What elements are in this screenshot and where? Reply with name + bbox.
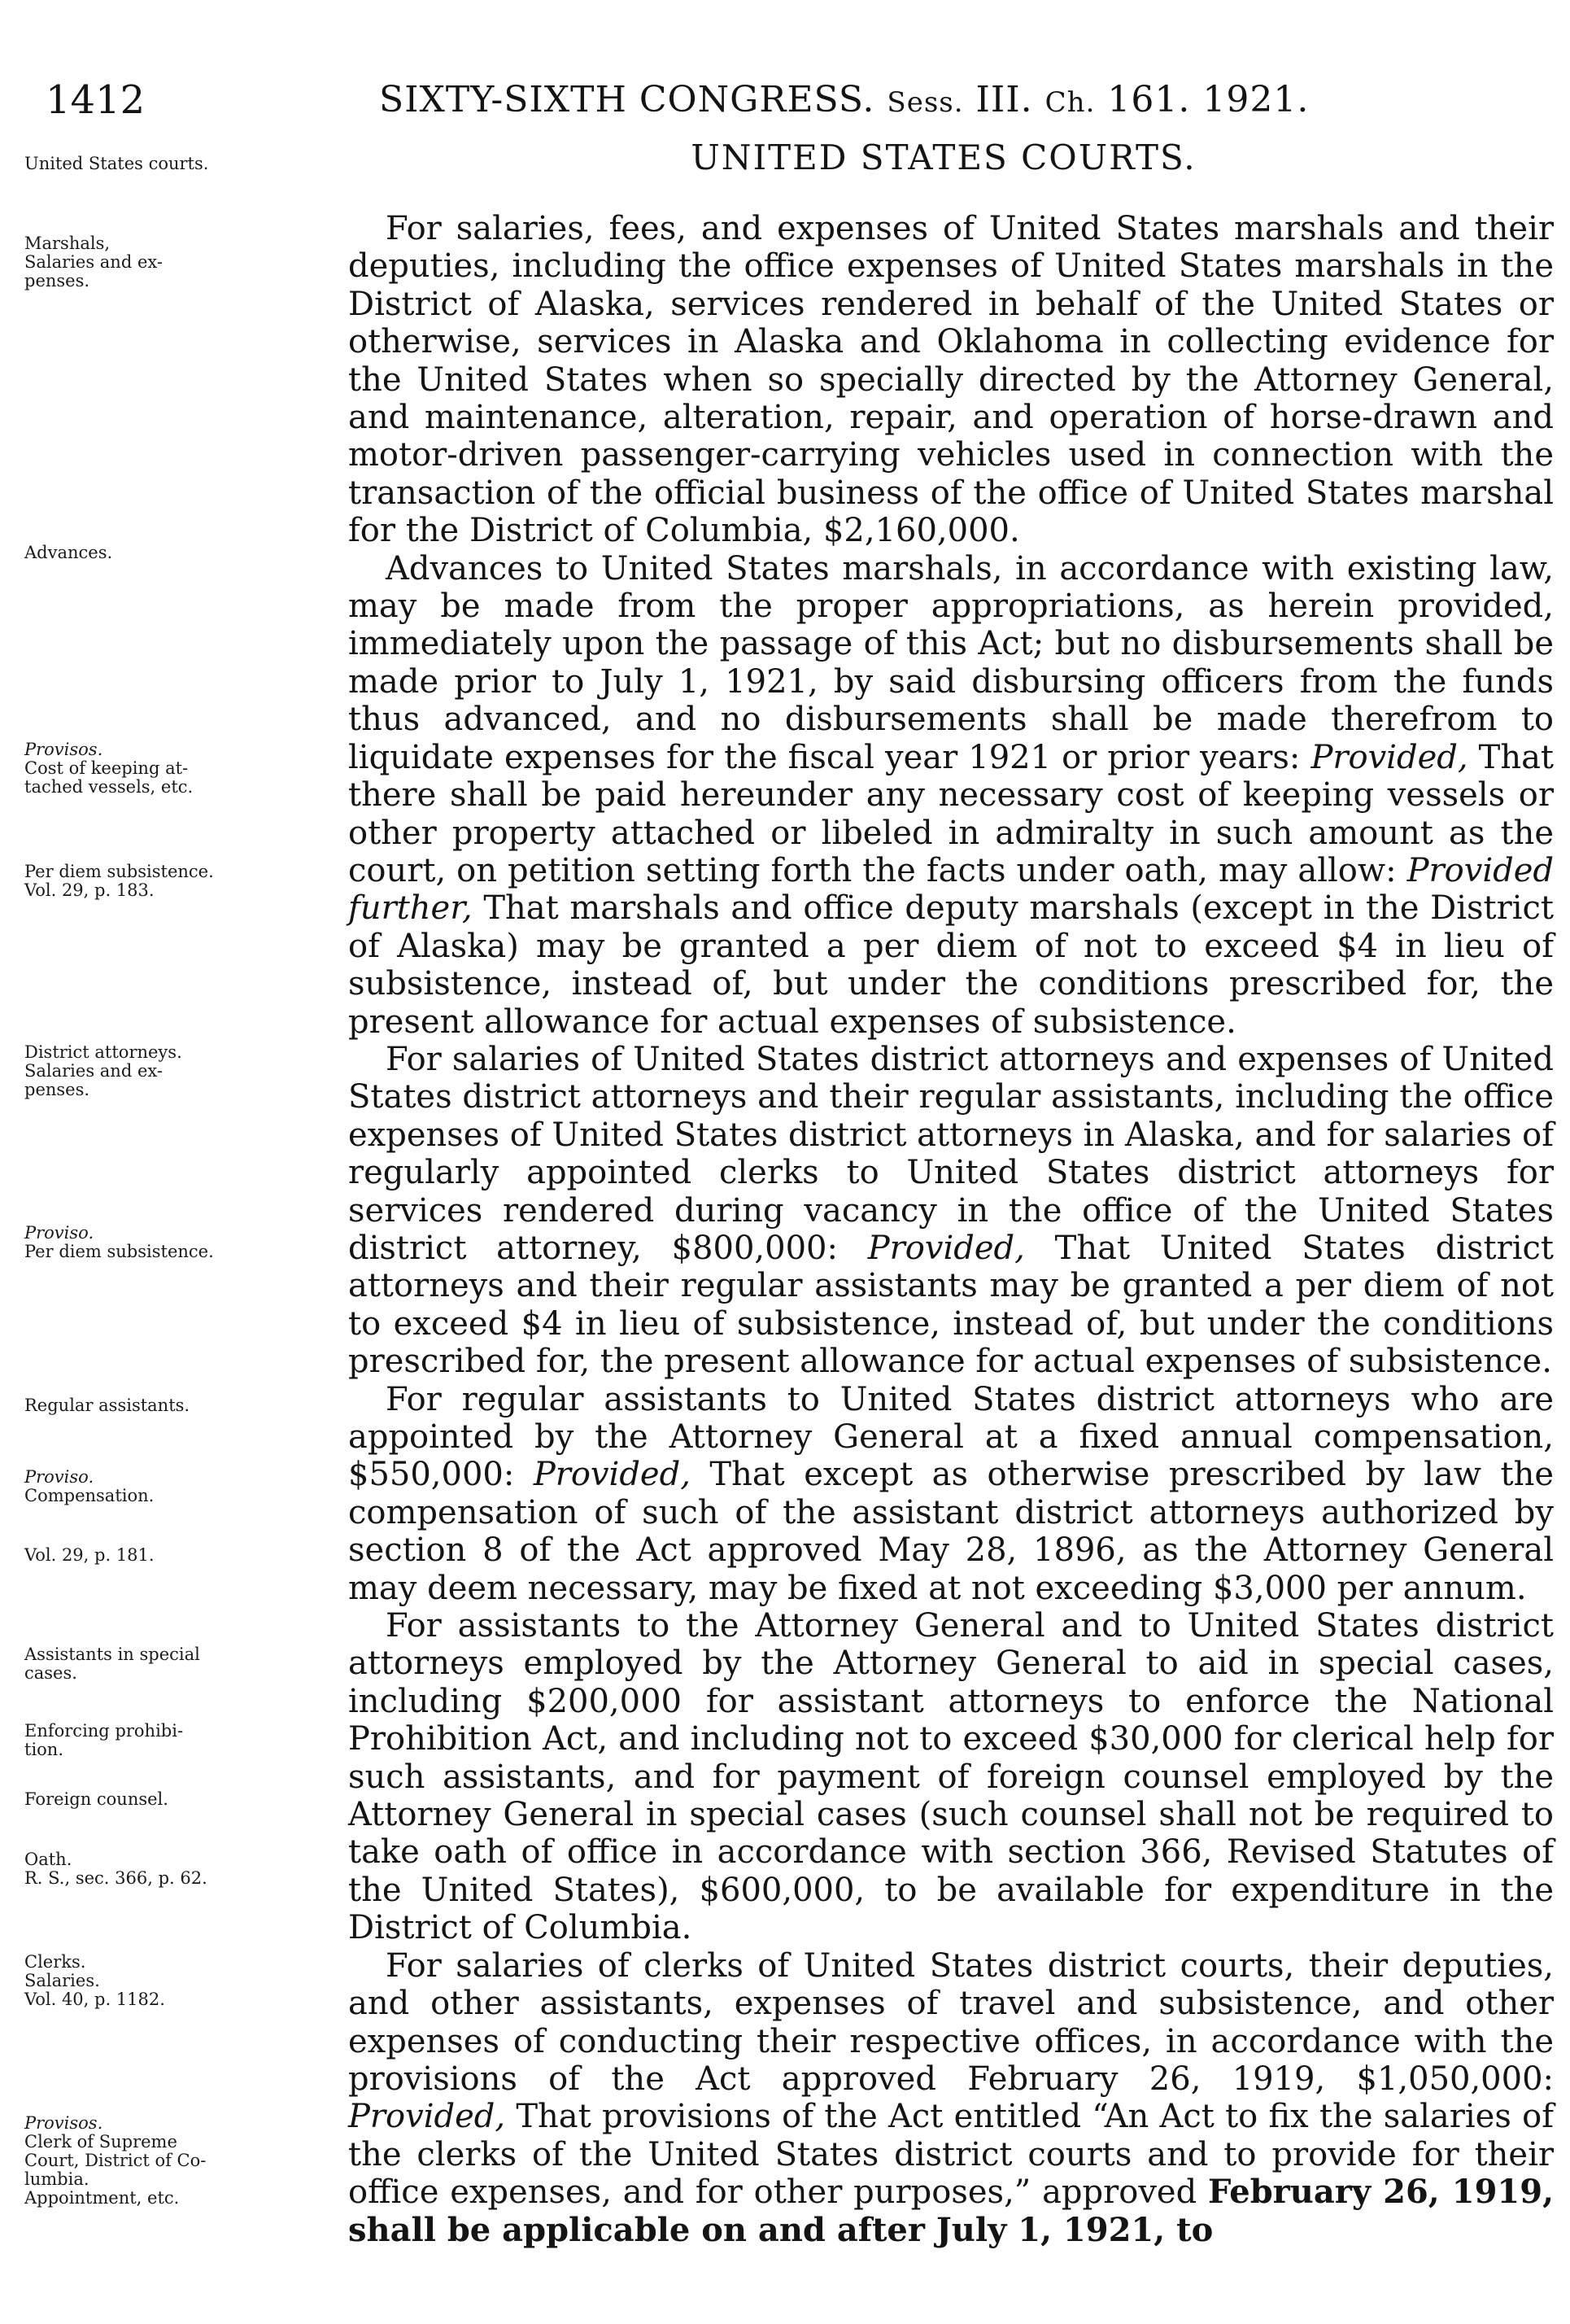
- provided-italic: Provided,: [348, 2098, 506, 2136]
- margin-note-oath: [24, 1850, 347, 1888]
- margin-note-line: Per diem subsistence.: [24, 1242, 214, 1261]
- running-title-session-abbr: Sess.: [887, 86, 964, 119]
- margin-note-proviso-cost: [24, 740, 347, 797]
- bold-text-run: February 26, 1919, shall be applicable on and after July 1, 1921, to: [348, 2173, 1554, 2249]
- running-title-session-num: III.: [975, 79, 1033, 120]
- provided-italic: Provided,: [533, 1456, 691, 1494]
- margin-note-line: lumbia.: [24, 2169, 89, 2189]
- margin-note-line: Cost of keeping at-: [24, 758, 189, 778]
- running-title-chapter-abbr: Ch.: [1044, 86, 1096, 119]
- margin-note-italic: Proviso.: [24, 1467, 94, 1487]
- margin-note-clerks: [24, 1953, 347, 2009]
- running-title: [379, 72, 1309, 131]
- margin-note-united-states-courts: [24, 155, 347, 173]
- margin-note-line: Vol. 40, p. 1182.: [24, 1990, 165, 2009]
- margin-note-proviso-per-diem: [24, 1224, 347, 1261]
- margin-note-per-diem-subsistence: [24, 863, 347, 900]
- running-title-congress: SIXTY-SIXTH CONGRESS.: [379, 79, 875, 120]
- running-title-year: 1921.: [1202, 79, 1310, 120]
- margin-note-italic: Provisos.: [24, 2113, 103, 2133]
- margin-note-proviso-clerk: [24, 2114, 347, 2208]
- margin-note-line: tion.: [24, 1740, 63, 1759]
- paragraph-advances: [348, 550, 1554, 1041]
- section-title: UNITED STATES COURTS.: [691, 138, 1197, 177]
- margin-note-proviso-compensation: [24, 1468, 347, 1505]
- margin-note-marshals: [24, 234, 347, 290]
- margin-note-line: Marshals,: [24, 234, 111, 253]
- margin-note-regular-assistants: [24, 1396, 347, 1415]
- margin-note-line: penses.: [24, 271, 90, 290]
- text-run: Advances to United States marshals, in accordance with existing law, may be made from the proper appropriations, as herein provided, immediately upon the passage of this Act; but no disbursements shall be made prior to July 1, 1921, by said disbursing officers from the funds thus advanced, and no disbursements shall be made therefrom to liquidate expenses for the fiscal year 1921 or prior years:: [348, 549, 1554, 776]
- margin-note-enforcing-prohibition: [24, 1722, 347, 1759]
- margin-note-line: Salaries.: [24, 1971, 100, 1990]
- margin-note-line: United States courts.: [24, 154, 209, 173]
- paragraph-regular-assistants: [348, 1381, 1554, 1607]
- paragraph-district-attorneys: [348, 1041, 1554, 1381]
- margin-note-assistants-special-cases: [24, 1645, 347, 1683]
- margin-note-line: Foreign counsel.: [24, 1789, 168, 1809]
- provided-italic: Provided,: [1311, 738, 1468, 776]
- margin-note-line: Advances.: [24, 543, 113, 562]
- page-number: 1412: [46, 77, 146, 123]
- margin-note-italic: Proviso.: [24, 1223, 94, 1243]
- text-run: That except as otherwise prescribed by law the compensation of such of the assistant district attorneys authorized by section 8 of the Act approved May 28, 1896, as the Attorney General may deem necessary, may be fixed at not exceeding $3,000 per annum.: [348, 1456, 1554, 1607]
- margin-note-foreign-counsel: [24, 1790, 347, 1809]
- margin-note-advances: [24, 544, 347, 562]
- page-header: [46, 72, 1445, 129]
- margin-note-line: Court, District of Co-: [24, 2151, 207, 2170]
- margin-note-line: District attorneys.: [24, 1042, 182, 1062]
- margin-note-line: penses.: [24, 1080, 90, 1099]
- text-run: For salaries of clerks of United States district courts, their deputies, and other assistants, expenses of travel and subsistence, and other expenses of conducting their respective offices, in accordance with the provisions of the Act approved February 26, 1919, $1,050,000:: [348, 1946, 1554, 2098]
- margin-note-line: Enforcing prohibi-: [24, 1721, 184, 1741]
- paragraph-clerks: [348, 1947, 1554, 2249]
- text-run: That United States district attorneys and their regular assistants may be granted a per diem of not to exceed $4 in lieu of subsistence, instead of, but under the conditions prescribed for, the present allowance for actual expenses of subsistence.: [348, 1229, 1554, 1381]
- margin-note-italic: Provisos.: [24, 740, 103, 759]
- margin-note-line: tached vessels, etc.: [24, 777, 194, 797]
- margin-note-line: cases.: [24, 1663, 77, 1683]
- text-run: That provisions of the Act entitled “An Act to fix the salaries of the clerks of the United States district courts and to provide for their office expenses, and for other purposes,” approved: [348, 2098, 1554, 2212]
- provided-italic: Provided,: [867, 1229, 1025, 1267]
- text-run: For salaries of United States district attorneys and expenses of United States district attorneys and their regular assistants, including the office expenses of United States district attorneys in Alaska, and for salaries of regularly appointed clerks to United States district attorneys for services rendered during vacancy in the office of the United States district attorney, $800,000:: [348, 1040, 1554, 1267]
- margin-note-line: Regular assistants.: [24, 1396, 190, 1415]
- margin-note-district-attorneys: [24, 1043, 347, 1099]
- margin-note-line: Oath.: [24, 1850, 72, 1869]
- paragraph-marshals: For salaries, fees, and expenses of United States marshals and their deputies, including the office expenses of United States marshals in the District of Alaska, services rendered in behalf of the United States or otherwise, services in Alaska and Oklahoma in collecting evidence for the United States when so specially directed by the Attorney General, and maintenance, alteration, repair, and operation of horse-drawn and motor-driven passenger-carrying vehicles used in connection with the transaction of the official business of the office of United States marshal for the District of Columbia, $2,160,000.: [348, 210, 1554, 550]
- margin-note-line: Assistants in special: [24, 1645, 200, 1664]
- margin-note-line: Vol. 29, p. 183.: [24, 880, 155, 900]
- margin-note-line: Clerk of Supreme: [24, 2132, 177, 2151]
- margin-note-line: Per diem subsistence.: [24, 862, 214, 881]
- provided-further-italic: Provided further,: [348, 851, 1555, 928]
- margin-note-line: Salaries and ex-: [24, 1061, 163, 1081]
- margin-note-vol-29-181: [24, 1546, 347, 1565]
- paragraph-special-assistants: For assistants to the Attorney General and to United States district attorneys employed by the Attorney General to aid in special cases, including $200,000 for assistant attorneys to enforce the National Prohibition Act, and including not to exceed $30,000 for clerical help for such assistants, and for payment of foreign counsel employed by the Attorney General in special cases (such counsel shall not be required to take oath of office in accordance with section 366, Revised Statutes of the United States), $600,000, to be available for expenditure in the District of Columbia.: [348, 1607, 1554, 1947]
- text-run: That there shall be paid hereunder any necessary cost of keeping vessels or other property attached or libeled in admiralty in such amount as the court, on petition setting forth the facts under oath, may allow:: [348, 738, 1555, 889]
- margin-note-line: Compensation.: [24, 1486, 155, 1505]
- body-text: [348, 210, 1554, 2249]
- margin-note-line: Appointment, etc.: [24, 2188, 180, 2208]
- margin-note-line: Vol. 29, p. 181.: [24, 1545, 155, 1565]
- margin-note-line: Salaries and ex-: [24, 252, 163, 272]
- text-run: For regular assistants to United States district attorneys who are appointed by the Attorney General at a fixed annual compensation, $550,000:: [348, 1380, 1554, 1494]
- margin-note-line: Clerks.: [24, 1952, 86, 1972]
- text-run: That marshals and office deputy marshals (except in the District of Alaska) may be granted a per diem of not to exceed $4 in lieu of subsistence, instead of, but under the conditions prescribed for, the present allowance for actual expenses of subsistence.: [348, 889, 1554, 1041]
- margin-note-line: R. S., sec. 366, p. 62.: [24, 1868, 207, 1888]
- running-title-chapter-num: 161.: [1107, 79, 1191, 120]
